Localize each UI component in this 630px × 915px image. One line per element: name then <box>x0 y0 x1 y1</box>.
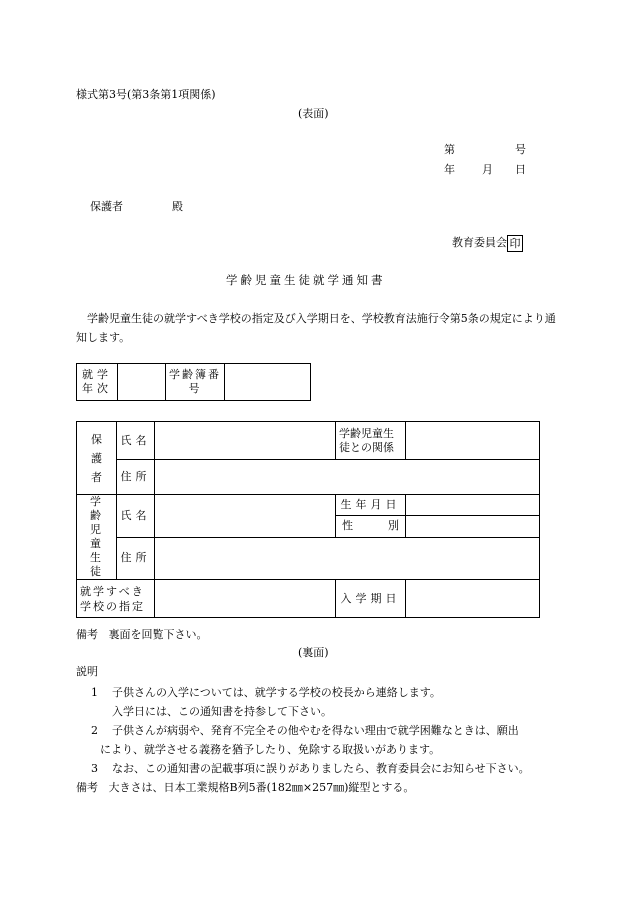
child-name-label: 氏名 <box>117 495 155 538</box>
sex-label: 性別 <box>336 516 406 537</box>
document-title: 学齢児童生徒就学通知書 <box>226 273 386 287</box>
grade-year-label: 就学年次 <box>77 364 118 401</box>
issuer-line <box>452 234 523 252</box>
explanation-list <box>76 683 556 797</box>
form-style-number: 様式第3号(第3条第1項関係) <box>76 88 216 101</box>
back-remark <box>76 778 556 797</box>
back-remark-text: 大きさは、日本工業規格B列5番(182㎜×257㎜)縦型とする。 <box>108 781 415 794</box>
date-year-label: 年 <box>444 163 455 176</box>
explanation-label: 説明 <box>76 665 98 678</box>
relation-label: 学齢児童生徒との関係 <box>336 422 406 460</box>
entry-date-value <box>406 580 540 618</box>
explanation-item-2: 2 子供さんが病弱や、発育不完全その他やむを得ない理由で就学困難なときは、願出 <box>91 724 519 737</box>
child-address-label: 住所 <box>117 537 155 580</box>
child-label: 学齢児童生徒 <box>77 495 117 580</box>
school-designation-value <box>155 580 336 618</box>
date-month-label: 月 <box>482 163 493 176</box>
addressee-honorific: 殿 <box>172 200 183 213</box>
guardian-address-label: 住所 <box>117 460 155 495</box>
birthdate-value <box>406 495 540 516</box>
seal-mark: 印 <box>507 235 523 252</box>
front-remark <box>76 626 208 642</box>
issuer-name: 教育委員会 <box>452 236 507 249</box>
guardian-address-value <box>155 460 540 495</box>
document-number-suffix: 号 <box>515 143 526 156</box>
body-text: 学齢児童生徒の就学すべき学校の指定及び入学期日を、学校教育法施行令第5条の規定により通知します。 <box>76 312 556 344</box>
entry-date-label: 入学期日 <box>336 580 406 618</box>
front-side-label: (表面) <box>298 107 329 120</box>
addressee-label: 保護者 <box>90 200 123 213</box>
explanation-item-1: 1 子供さんの入学については、就学する学校の校長から連絡します。 <box>91 686 441 699</box>
relation-value <box>406 422 540 460</box>
back-remark-label: 備考 <box>76 781 98 794</box>
birthdate-label: 生年月日 <box>336 495 406 516</box>
explanation-item-1-continued: 入学日には、この通知書を持参して下さい。 <box>112 705 332 718</box>
guardian-name-value <box>155 422 336 460</box>
explanation-item-2-continued: により、就学させる義務を猶予したり、免除する取扱いがあります。 <box>100 743 441 756</box>
guardian-name-label: 氏名 <box>117 422 155 460</box>
explanation-item-3: 3 なお、この通知書の記載事項に誤りがありましたら、教育委員会にお知らせ下さい。 <box>91 762 530 775</box>
child-address-value <box>155 537 540 580</box>
front-remark-label: 備考 <box>76 628 98 641</box>
date-day-label: 日 <box>515 163 526 176</box>
school-designation-label: 就学すべき学校の指定 <box>77 580 155 618</box>
register-number-label: 学齢簿番号 <box>166 364 225 401</box>
document-number-label: 第 <box>444 143 455 156</box>
register-number-value <box>225 364 311 401</box>
sex-value <box>406 516 540 537</box>
back-side-label: (裏面) <box>298 646 329 659</box>
grade-register-table <box>76 363 311 401</box>
guardian-label: 保護者 <box>77 422 117 495</box>
child-name-value <box>155 495 336 538</box>
front-remark-text: 裏面を回覧下さい。 <box>108 628 208 641</box>
grade-year-value <box>118 364 166 401</box>
guardian-child-table <box>76 421 540 618</box>
